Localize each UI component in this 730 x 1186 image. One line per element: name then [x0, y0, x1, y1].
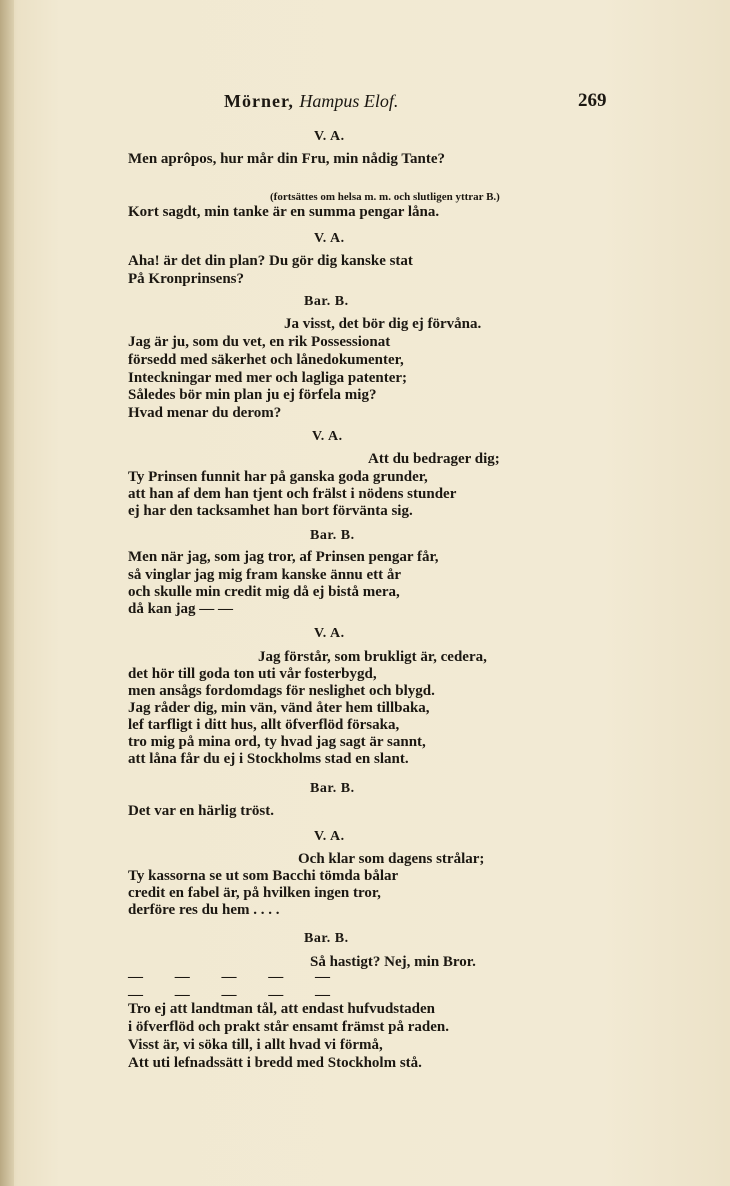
verse-line: Kort sagdt, min tanke är en summa pengar låna.: [128, 204, 440, 220]
verse-line: och skulle min credit mig då ej bistå mera,: [128, 584, 400, 600]
verse-line: credit en fabel är, på hvilken ingen tror,: [128, 885, 381, 901]
verse-line: Det var en härlig tröst.: [128, 803, 274, 819]
page-gutter: [0, 0, 14, 1186]
verse-line: Hvad menar du derom?: [128, 405, 282, 421]
speaker-label: Bar. B.: [310, 781, 355, 796]
verse-line: Ty kassorna se ut som Bacchi tömda bålar: [128, 868, 399, 884]
verse-line: Tro ej att landtman tål, att endast hufvudstaden: [128, 1001, 435, 1017]
verse-line: Jag förstår, som brukligt är, cedera,: [258, 649, 487, 665]
header-name: Hampus Elof.: [299, 91, 399, 111]
verse-line: Jag råder dig, min vän, vänd åter hem tillbaka,: [128, 700, 430, 716]
page-number: 269: [578, 90, 607, 111]
verse-line: tro mig på mina ord, ty hvad jag sagt är sannt,: [128, 734, 426, 750]
speaker-label: V. A.: [314, 231, 345, 246]
verse-line: Ja visst, det bör dig ej förvåna.: [284, 316, 482, 332]
dash-separator: — — — — —: [128, 987, 344, 1003]
speaker-label: Bar. B.: [304, 294, 349, 309]
speaker-label: Bar. B.: [310, 528, 355, 543]
speaker-label: V. A.: [314, 626, 345, 641]
verse-line: Således bör min plan ju ej förfela mig?: [128, 387, 377, 403]
speaker-label: Bar. B.: [304, 931, 349, 946]
speaker-label: V. A.: [312, 429, 343, 444]
verse-line: derföre res du hem . . . .: [128, 902, 280, 918]
verse-line: Ty Prinsen funnit har på ganska goda grunder,: [128, 469, 428, 485]
verse-line: att låna får du ej i Stockholms stad en slant.: [128, 751, 409, 767]
verse-line: lef tarfligt i ditt hus, allt öfverflöd försaka,: [128, 717, 400, 733]
verse-line: ej har den tacksamhet han bort förvänta sig.: [128, 503, 413, 519]
verse-line: Jag är ju, som du vet, en rik Possessionat: [128, 334, 391, 350]
verse-line: Men aprôpos, hur mår din Fru, min nådig Tante?: [128, 151, 446, 167]
header-author: Mörner,: [224, 91, 294, 111]
verse-line: att han af dem han tjent och frälst i nödens stunder: [128, 486, 457, 502]
verse-line: så vinglar jag mig fram kanske ännu ett år: [128, 567, 402, 583]
verse-line: i öfverflöd och prakt står ensamt främst på raden.: [128, 1019, 449, 1035]
verse-line: men ansågs fordomdags för neslighet och blygd.: [128, 683, 435, 699]
dash-separator: — — — — —: [128, 969, 344, 985]
verse-line: Att du bedrager dig;: [368, 451, 500, 467]
verse-line: då kan jag — —: [128, 601, 234, 617]
verse-line: Aha! är det din plan? Du gör dig kanske stat: [128, 253, 413, 269]
verse-line: försedd med säkerhet och lånedokumenter,: [128, 352, 404, 368]
speaker-label: V. A.: [314, 129, 345, 144]
stage-direction: (fortsättes om helsa m. m. och slutligen yttrar B.): [270, 191, 500, 203]
verse-line: Så hastigt? Nej, min Bror.: [310, 954, 476, 970]
verse-line: Att uti lefnadssätt i bredd med Stockholm stå.: [128, 1055, 422, 1071]
verse-line: Men när jag, som jag tror, af Prinsen pengar får,: [128, 549, 439, 565]
verse-line: det hör till goda ton uti vår fosterbygd,: [128, 666, 377, 682]
verse-line: Inteckningar med mer och lagliga patenter;: [128, 370, 408, 386]
running-header: [224, 92, 398, 110]
verse-line: Och klar som dagens strålar;: [298, 851, 485, 867]
verse-line: På Kronprinsens?: [128, 271, 244, 287]
verse-line: Visst är, vi söka till, i allt hvad vi förmå,: [128, 1037, 383, 1053]
speaker-label: V. A.: [314, 829, 345, 844]
